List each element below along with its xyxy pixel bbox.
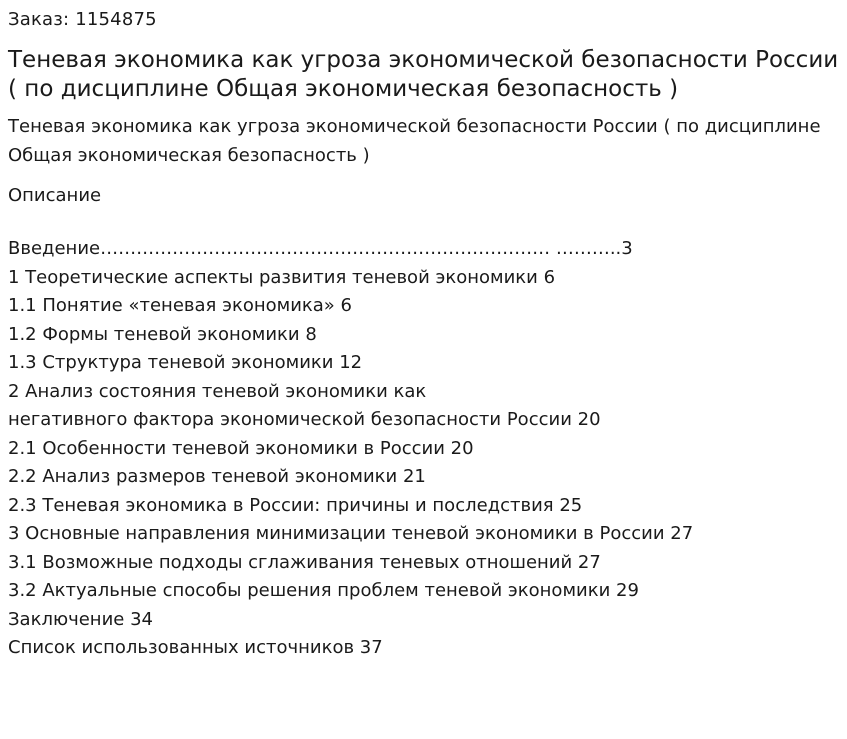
order-number: Заказ: 1154875 [8, 9, 157, 30]
toc-item: негативного фактора экономической безопасности России 20 [8, 409, 601, 430]
toc-item: 3.1 Возможные подходы сглаживания теневых отношений 27 [8, 551, 601, 573]
toc-item: 1.2 Формы теневой экономики 8 [8, 323, 317, 345]
document-title: Теневая экономика как угроза экономической безопасности России ( по дисциплине Общая экономическая безопасность ) [8, 47, 839, 102]
description-heading: Описание [8, 185, 102, 206]
toc-item: 2 Анализ состояния теневой экономики как [8, 380, 427, 402]
toc-item: Список использованных источников 37 [8, 637, 383, 658]
toc-item: 1.3 Структура теневой экономики 12 [8, 352, 363, 373]
toc-item: 2.2 Анализ размеров теневой экономики 21 [8, 466, 426, 487]
toc-item: 2.1 Особенности теневой экономики в России 20 [8, 437, 474, 459]
toc-item: 2.3 Теневая экономика в России: причины и последствия 25 [8, 494, 583, 516]
toc-item: Введение………………………………………………………………… ………..3 [8, 238, 633, 259]
toc-item: 1.1 Понятие «теневая экономика» 6 [8, 295, 352, 316]
toc-item: 1 Теоретические аспекты развития теневой экономики 6 [8, 266, 556, 288]
table-of-contents [8, 235, 839, 663]
toc-item: Заключение 34 [8, 608, 153, 630]
toc-item: 3.2 Актуальные способы решения проблем теневой экономики 29 [8, 580, 639, 601]
document-subtitle: Теневая экономика как угроза экономической безопасности России ( по дисциплине Общая экономическая безопасность ) [8, 116, 821, 166]
toc-item: 3 Основные направления минимизации теневой экономики в России 27 [8, 523, 694, 544]
